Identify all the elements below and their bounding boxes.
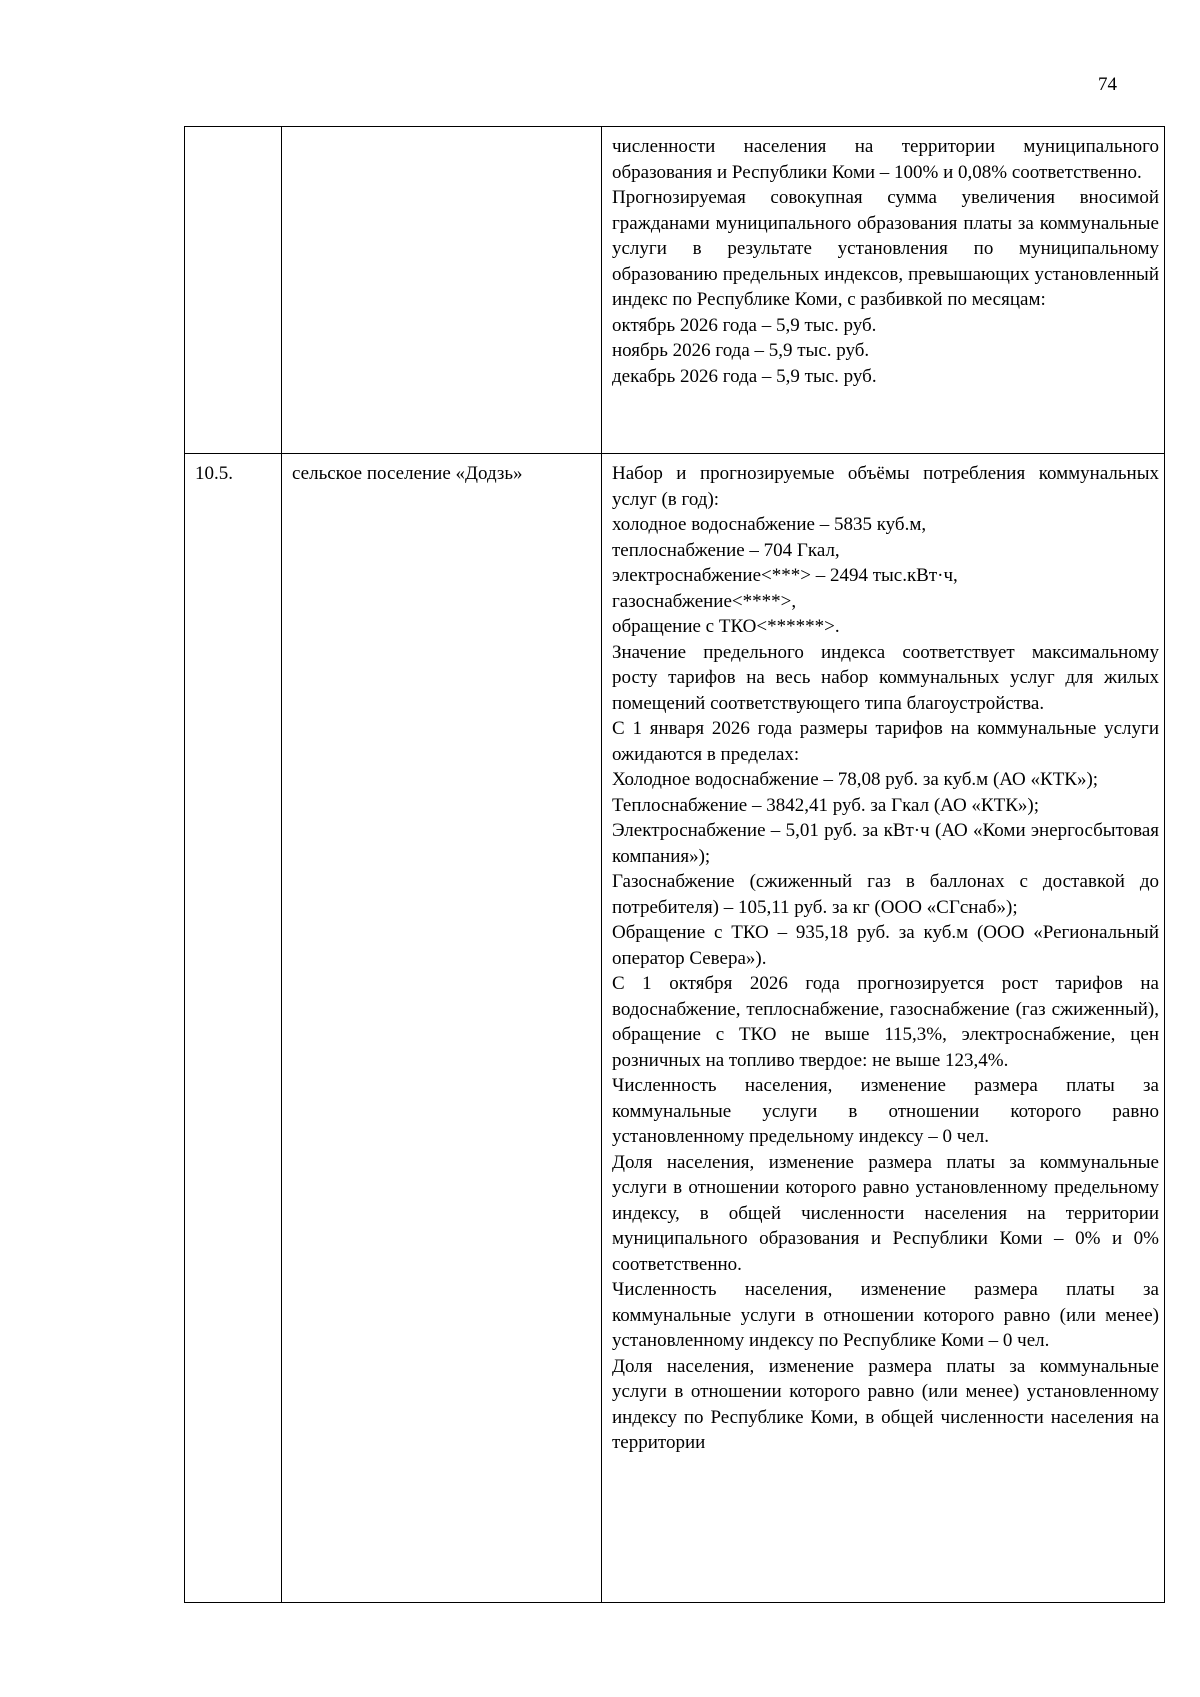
row-number-cell: 10.5.: [185, 454, 282, 1603]
table-row: [185, 454, 1165, 1603]
paragraph: октябрь 2026 года – 5,9 тыс. руб.: [612, 314, 877, 336]
paragraph: Доля населения, изменение размера платы за коммунальные услуги в отношении которого равно установленному предельному индексу, в общей численности населения на территории муниципального образования и Республики Коми – 0% и 0% соответственно.: [612, 1151, 1159, 1275]
paragraph: численности населения на территории муниципального образования и Республики Коми – 100% и 0,08% соответственно.: [612, 136, 1159, 183]
paragraph: Значение предельного индекса соответствует максимальному росту тарифов на весь набор коммунальных услуг для жилых помещений соответствующего типа благоустройства.: [612, 641, 1159, 714]
municipality-name-cell: сельское поселение «Додзь»: [282, 454, 602, 1603]
paragraph: Холодное водоснабжение – 78,08 руб. за куб.м (АО «КТК»);: [612, 769, 1099, 790]
paragraph: Численность населения, изменение размера платы за коммунальные услуги в отношении которого равно установленному предельному индексу – 0 чел.: [612, 1075, 1159, 1147]
paragraph: обращение с ТКО<******>.: [612, 616, 840, 637]
paragraph: ноябрь 2026 года – 5,9 тыс. руб.: [612, 340, 870, 361]
paragraph: С 1 января 2026 года размеры тарифов на коммунальные услуги ожидаются в пределах:: [612, 718, 1159, 765]
paragraph: Прогнозируемая совокупная сумма увеличения вносимой гражданами муниципального образования платы за коммунальные услуги в результате установления по муниципальному образованию предельных индексов, превышающих установленный индекс по Республике Коми, с разбивкой по месяцам:: [612, 187, 1159, 310]
table-row: [185, 127, 1165, 454]
paragraph: Теплоснабжение – 3842,41 руб. за Гкал (АО «КТК»);: [612, 794, 1039, 816]
paragraph: электроснабжение<***> – 2494 тыс.кВт·ч,: [612, 565, 958, 586]
paragraph: Доля населения, изменение размера платы за коммунальные услуги в отношении которого равно (или менее) установленному индексу по Республике Коми, в общей численности населения на территории: [612, 1355, 1159, 1453]
row-number-cell: [185, 127, 282, 454]
municipality-name-cell: [282, 127, 602, 454]
paragraph: декабрь 2026 года – 5,9 тыс. руб.: [612, 365, 877, 387]
description-cell: [602, 127, 1165, 454]
paragraph: Электроснабжение – 5,01 руб. за кВт·ч (АО «Коми энергосбытовая компания»);: [612, 820, 1159, 867]
paragraph: Газоснабжение (сжиженный газ в баллонах с доставкой до потребителя) – 105,11 руб. за кг (ООО «СГснаб»);: [612, 871, 1159, 918]
paragraph: С 1 октября 2026 года прогнозируется рост тарифов на водоснабжение, теплоснабжение, газоснабжение (газ сжиженный), обращение с ТКО не выше 115,3%, электроснабжение, цен розничных на топливо твердое: не выше 123,4%.: [612, 973, 1159, 1071]
paragraph: газоснабжение<****>,: [612, 590, 797, 612]
paragraph: Обращение с ТКО – 935,18 руб. за куб.м (ООО «Региональный оператор Севера»).: [612, 922, 1159, 969]
paragraph: теплоснабжение – 704 Гкал,: [612, 539, 840, 561]
paragraph: Численность населения, изменение размера платы за коммунальные услуги в отношении которого равно (или менее) установленному индексу по Республике Коми – 0 чел.: [612, 1279, 1159, 1351]
page-number: 74: [1098, 74, 1117, 95]
paragraph: холодное водоснабжение – 5835 куб.м,: [612, 514, 927, 535]
tariff-table: [184, 126, 1165, 1603]
paragraph: Набор и прогнозируемые объёмы потребления коммунальных услуг (в год):: [612, 463, 1159, 510]
description-cell: [602, 454, 1165, 1603]
